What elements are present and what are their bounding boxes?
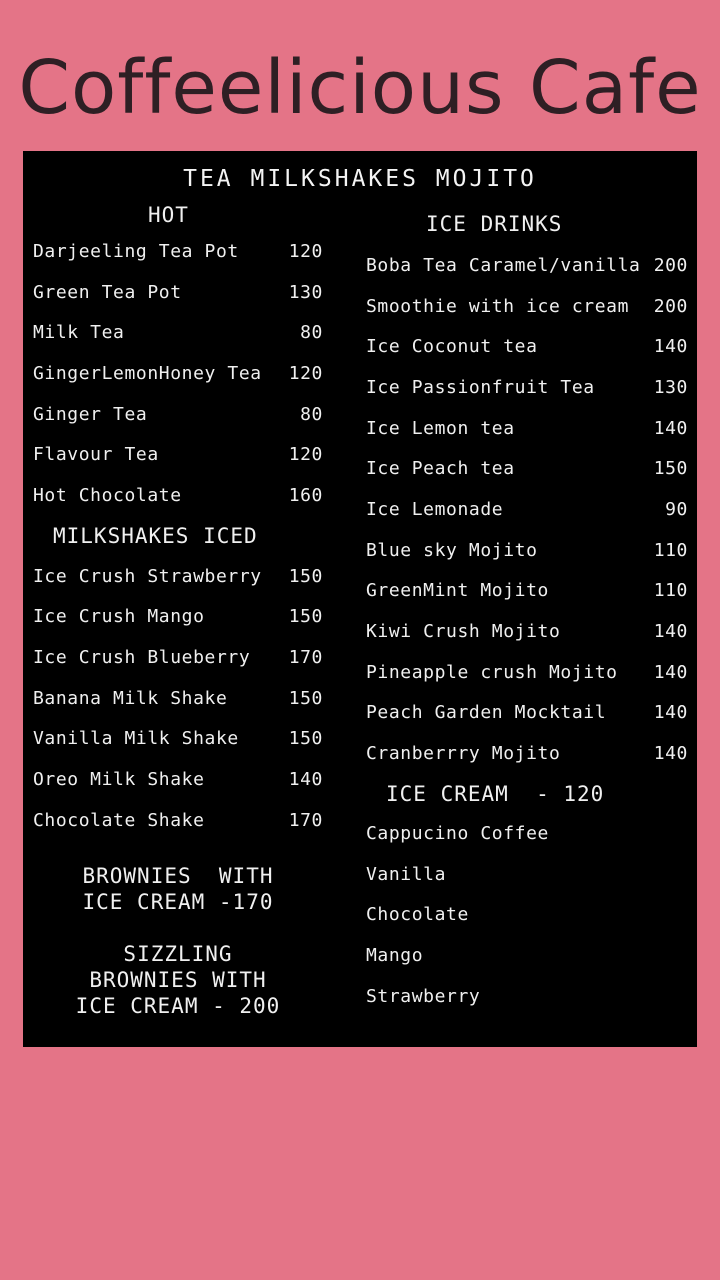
menu-item [366,448,688,489]
item-name: Green Tea Pot [33,281,182,303]
menu-item [33,719,323,760]
ice-cream-list [366,814,688,1017]
menu-item [366,693,688,734]
item-price: 140 [653,417,688,439]
item-price: 170 [288,647,323,669]
ice-cream-flavour: Strawberry [366,985,481,1007]
ice-cream-flavour: Vanilla [366,863,447,885]
menu-item [366,530,688,571]
item-name: Ice Crush Strawberry [33,565,262,587]
item-name: Vanilla Milk Shake [33,728,239,750]
item-name: Flavour Tea [33,444,159,466]
sizzling-line-3: ICE CREAM - 200 [75,993,281,1018]
ice-drinks-heading: ICE DRINKS [426,212,563,236]
item-price: 130 [288,281,323,303]
sizzling-line-2: BROWNIES WITH [89,967,267,992]
item-name: Darjeeling Tea Pot [33,240,239,262]
item-price: 140 [288,769,323,791]
item-name: Smoothie with ice cream [366,295,630,317]
item-price: 120 [288,240,323,262]
item-name: Ice Lemon tea [366,417,515,439]
item-name: Ice Passionfruit Tea [366,376,595,398]
item-price: 150 [288,606,323,628]
item-price: 200 [653,254,688,276]
menu-item [33,312,323,353]
item-price: 160 [288,484,323,506]
item-price: 140 [653,661,688,683]
ice-cream-heading: ICE CREAM - 120 [386,781,605,806]
item-name: Ice Crush Mango [33,606,205,628]
sizzling-brownies-offer [33,941,323,1019]
board-heading: TEA MILKSHAKES MOJITO [183,166,537,192]
menu-item [33,597,323,638]
menu-item [33,759,323,800]
item-price: 200 [653,295,688,317]
menu-item [33,637,323,678]
menu-item [366,652,688,693]
item-price: 90 [665,498,688,520]
item-price: 110 [653,539,688,561]
menu-item [33,475,323,516]
item-name: Milk Tea [33,322,125,344]
item-price: 120 [288,444,323,466]
milkshakes-heading: MILKSHAKES ICED [53,523,258,548]
item-name: GingerLemonHoney Tea [33,362,262,384]
menu-item [366,245,688,286]
menu-item [366,733,688,774]
item-price: 140 [653,621,688,643]
left-column [33,201,323,1019]
menu-item [366,571,688,612]
hot-heading: HOT [148,203,189,227]
item-price: 130 [653,376,688,398]
item-price: 80 [300,322,323,344]
menu-item [366,408,688,449]
item-price: 170 [288,809,323,831]
menu-item [33,800,323,841]
menu-item [33,678,323,719]
menu-item [33,272,323,313]
menu-item [366,286,688,327]
brownies-line-1: BROWNIES WITH [82,863,274,888]
menu-item [33,394,323,435]
item-name: Ice Lemonade [366,498,504,520]
item-price: 110 [653,580,688,602]
item-name: GreenMint Mojito [366,580,549,602]
ice-cream-flavour: Mango [366,945,424,966]
menu-item [366,489,688,530]
sizzling-line-1: SIZZLING [123,941,233,966]
item-name: Oreo Milk Shake [33,769,205,791]
ice-cream-flavour: Cappucino Coffee [366,822,549,844]
item-name: Ice Peach tea [366,458,515,480]
menu-item [33,231,323,272]
menu-item [366,611,688,652]
item-price: 140 [653,702,688,724]
menu-item [366,367,688,408]
item-name: Boba Tea Caramel/vanilla [366,254,641,276]
ice-drinks-list [366,245,688,774]
item-name: Hot Chocolate [33,484,182,506]
item-name: Ice Coconut tea [366,336,538,358]
item-name: Kiwi Crush Mojito [366,621,561,643]
item-price: 150 [653,458,688,480]
menu-item [33,353,323,394]
cafe-title: Coffeelicious Cafe [18,45,702,131]
brownies-offer [33,863,323,915]
item-price: 150 [288,728,323,750]
right-column [366,209,688,1017]
item-name: Cranberrry Mojito [366,743,561,765]
item-price: 80 [300,403,323,425]
menu-item [33,434,323,475]
item-name: Chocolate Shake [33,809,205,831]
item-name: Banana Milk Shake [33,687,228,709]
item-price: 150 [288,565,323,587]
brownies-line-2: ICE CREAM -170 [82,889,274,914]
item-price: 120 [288,362,323,384]
item-price: 140 [653,743,688,765]
milkshake-list [33,556,323,841]
item-name: Peach Garden Mocktail [366,702,607,724]
item-name: Blue sky Mojito [366,539,538,561]
hot-list [33,231,323,516]
menu-board [23,151,697,1047]
item-name: Pineapple crush Mojito [366,661,618,683]
ice-cream-flavour: Chocolate [366,904,469,926]
item-name: Ginger Tea [33,403,148,425]
menu-item [33,556,323,597]
item-price: 150 [288,687,323,709]
item-name: Ice Crush Blueberry [33,647,251,669]
menu-item [366,326,688,367]
item-price: 140 [653,336,688,358]
